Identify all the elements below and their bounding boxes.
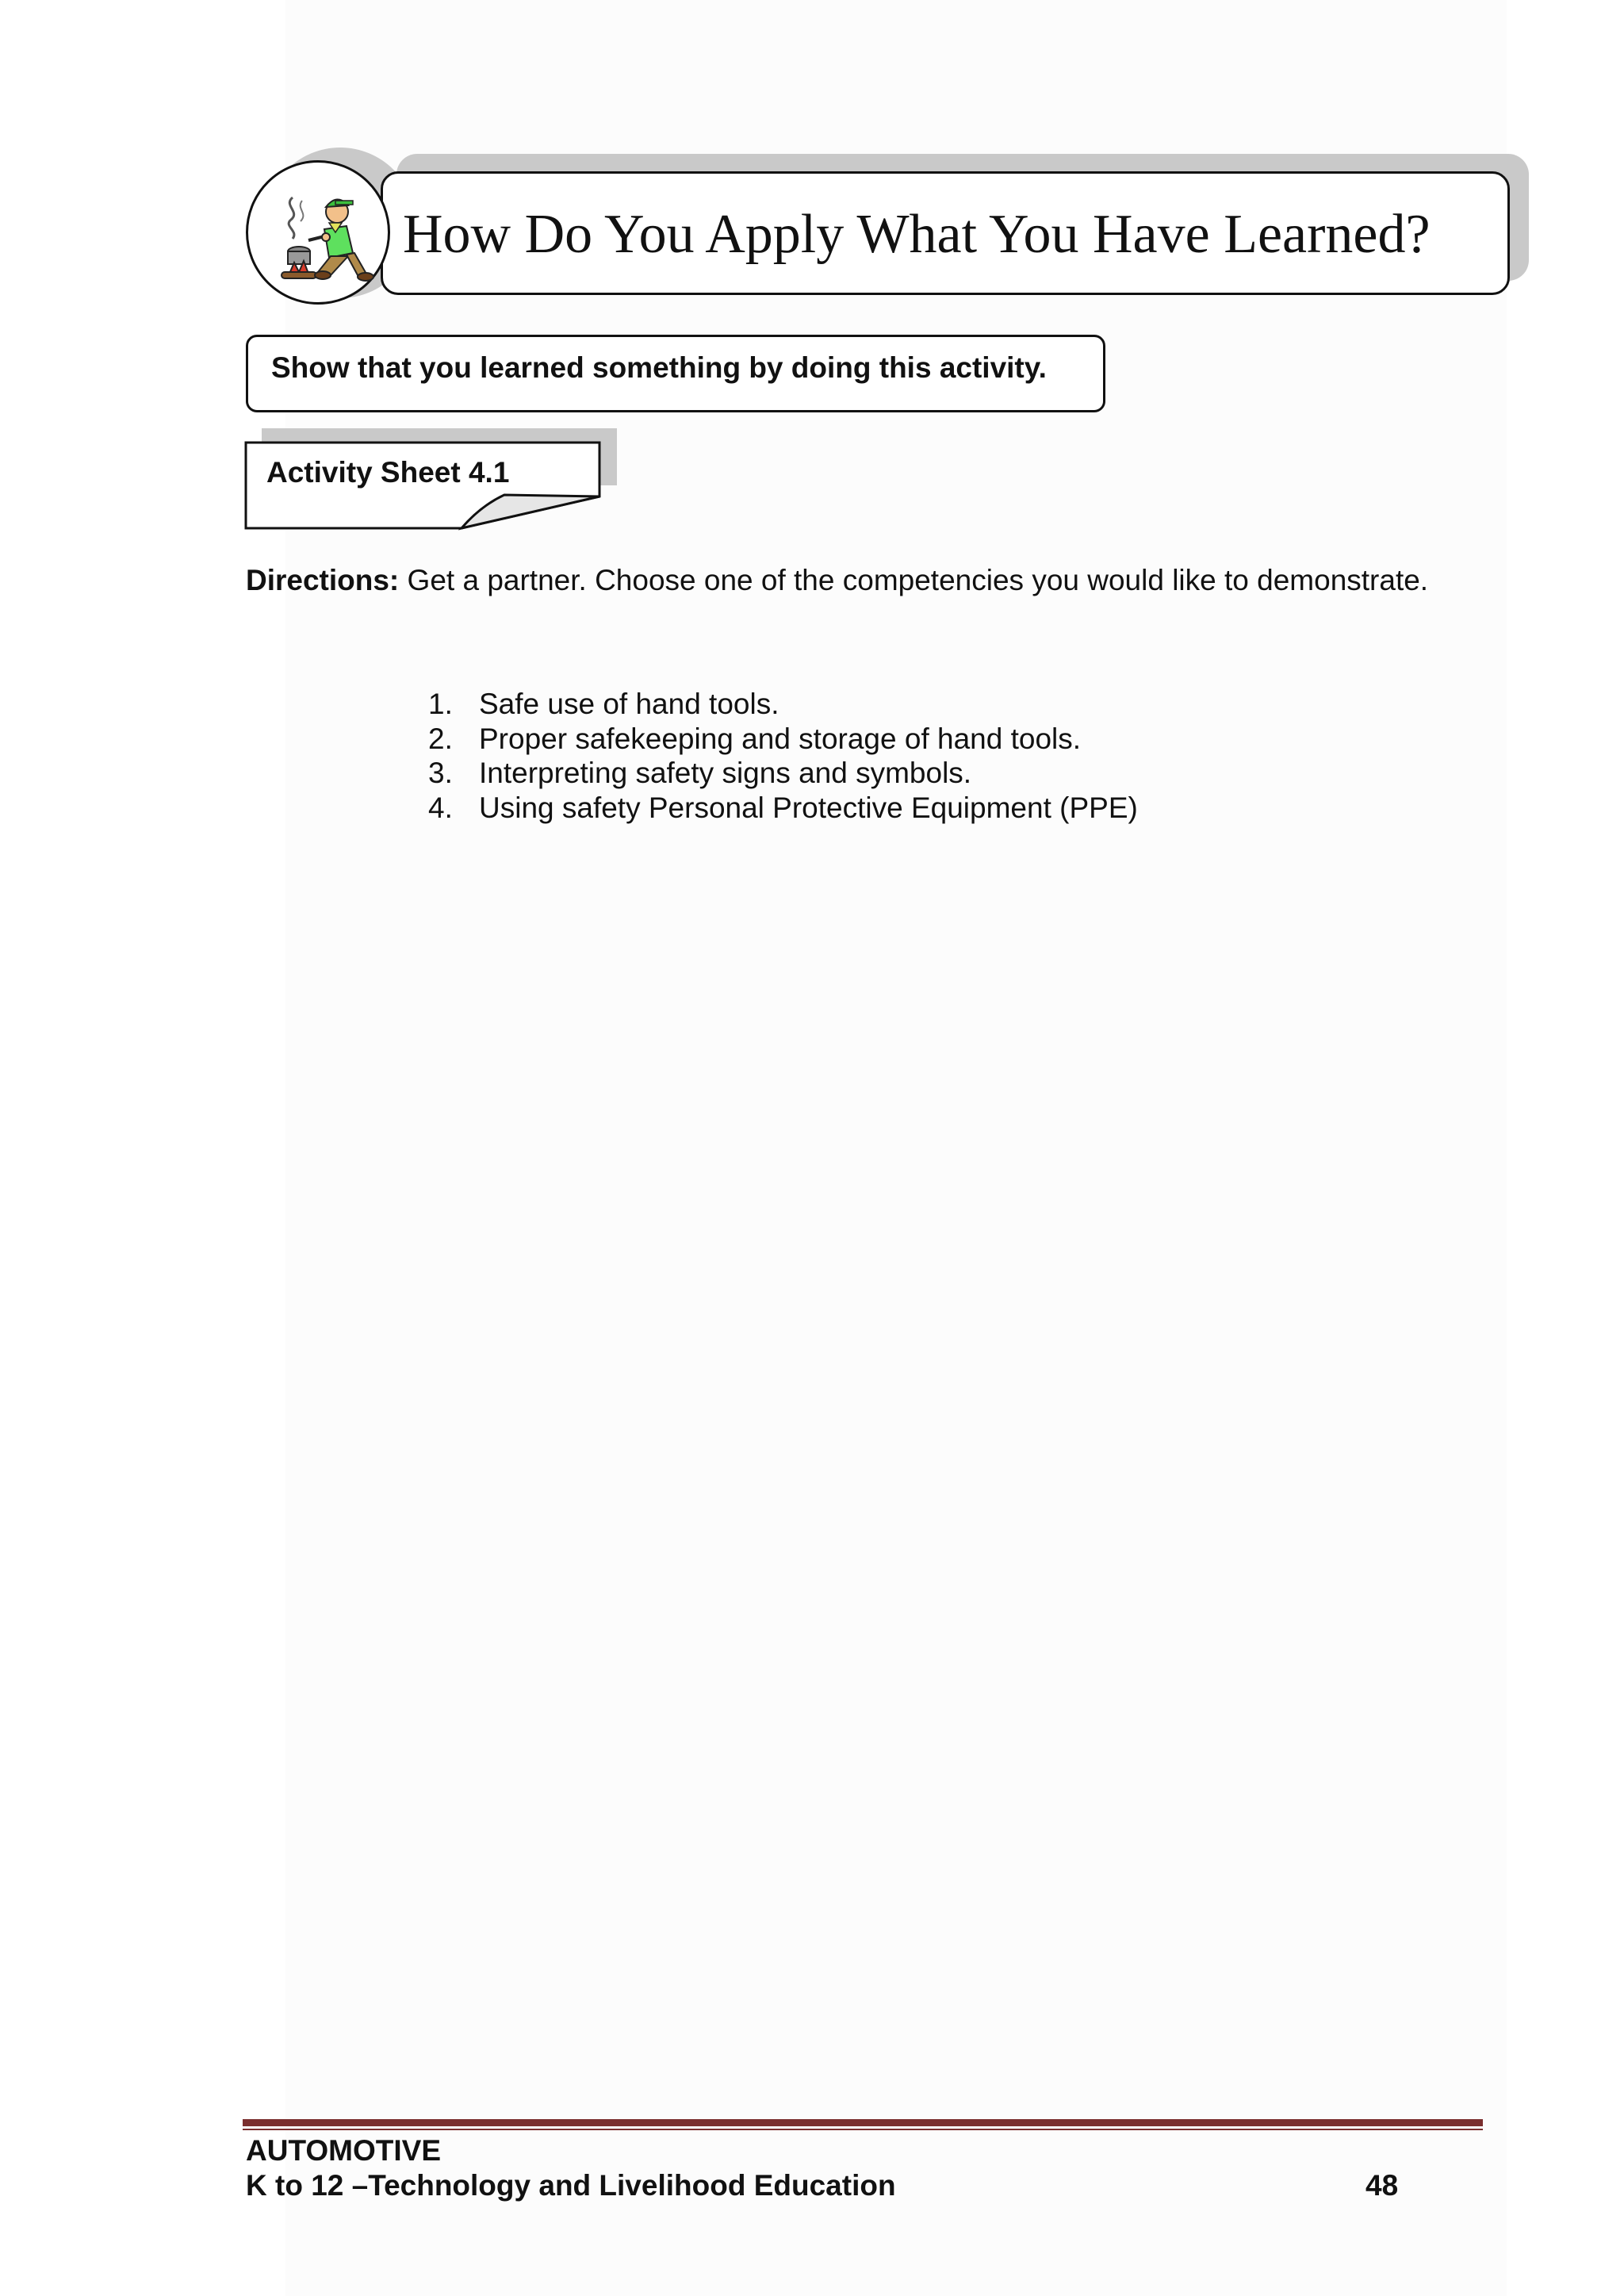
list-item-text: Using safety Personal Protective Equipment (PPE) — [479, 791, 1138, 824]
competency-list — [428, 687, 1138, 825]
footer-divider-thin — [243, 2129, 1483, 2130]
list-item-number: 2. — [428, 722, 453, 755]
footer-course: K to 12 –Technology and Livelihood Education — [246, 2169, 896, 2202]
directions-text: Get a partner. Choose one of the competencies you would like to demonstrate. — [399, 564, 1429, 596]
list-item — [428, 791, 1138, 826]
footer-subject: AUTOMOTIVE — [246, 2134, 441, 2167]
list-item-number: 1. — [428, 688, 453, 720]
page-title: How Do You Apply What You Have Learned? — [403, 204, 1431, 265]
list-item-number: 4. — [428, 791, 453, 824]
footer-divider — [243, 2119, 1483, 2126]
list-item — [428, 756, 1138, 791]
scout-cooking-mascot-icon — [259, 174, 378, 293]
list-item-text: Interpreting safety signs and symbols. — [479, 757, 972, 789]
list-item-text: Safe use of hand tools. — [479, 688, 779, 720]
page-number: 48 — [1365, 2169, 1399, 2202]
mascot-badge — [246, 160, 390, 305]
list-item — [428, 722, 1138, 757]
list-item-text: Proper safekeeping and storage of hand tools. — [479, 722, 1082, 755]
directions-label: Directions: — [246, 564, 400, 596]
instruction-text: Show that you learned something by doing this activity. — [271, 351, 1047, 384]
directions-paragraph — [246, 563, 1428, 598]
list-item-number: 3. — [428, 757, 453, 789]
activity-sheet-label: Activity Sheet 4.1 — [266, 456, 510, 489]
list-item — [428, 687, 1138, 722]
